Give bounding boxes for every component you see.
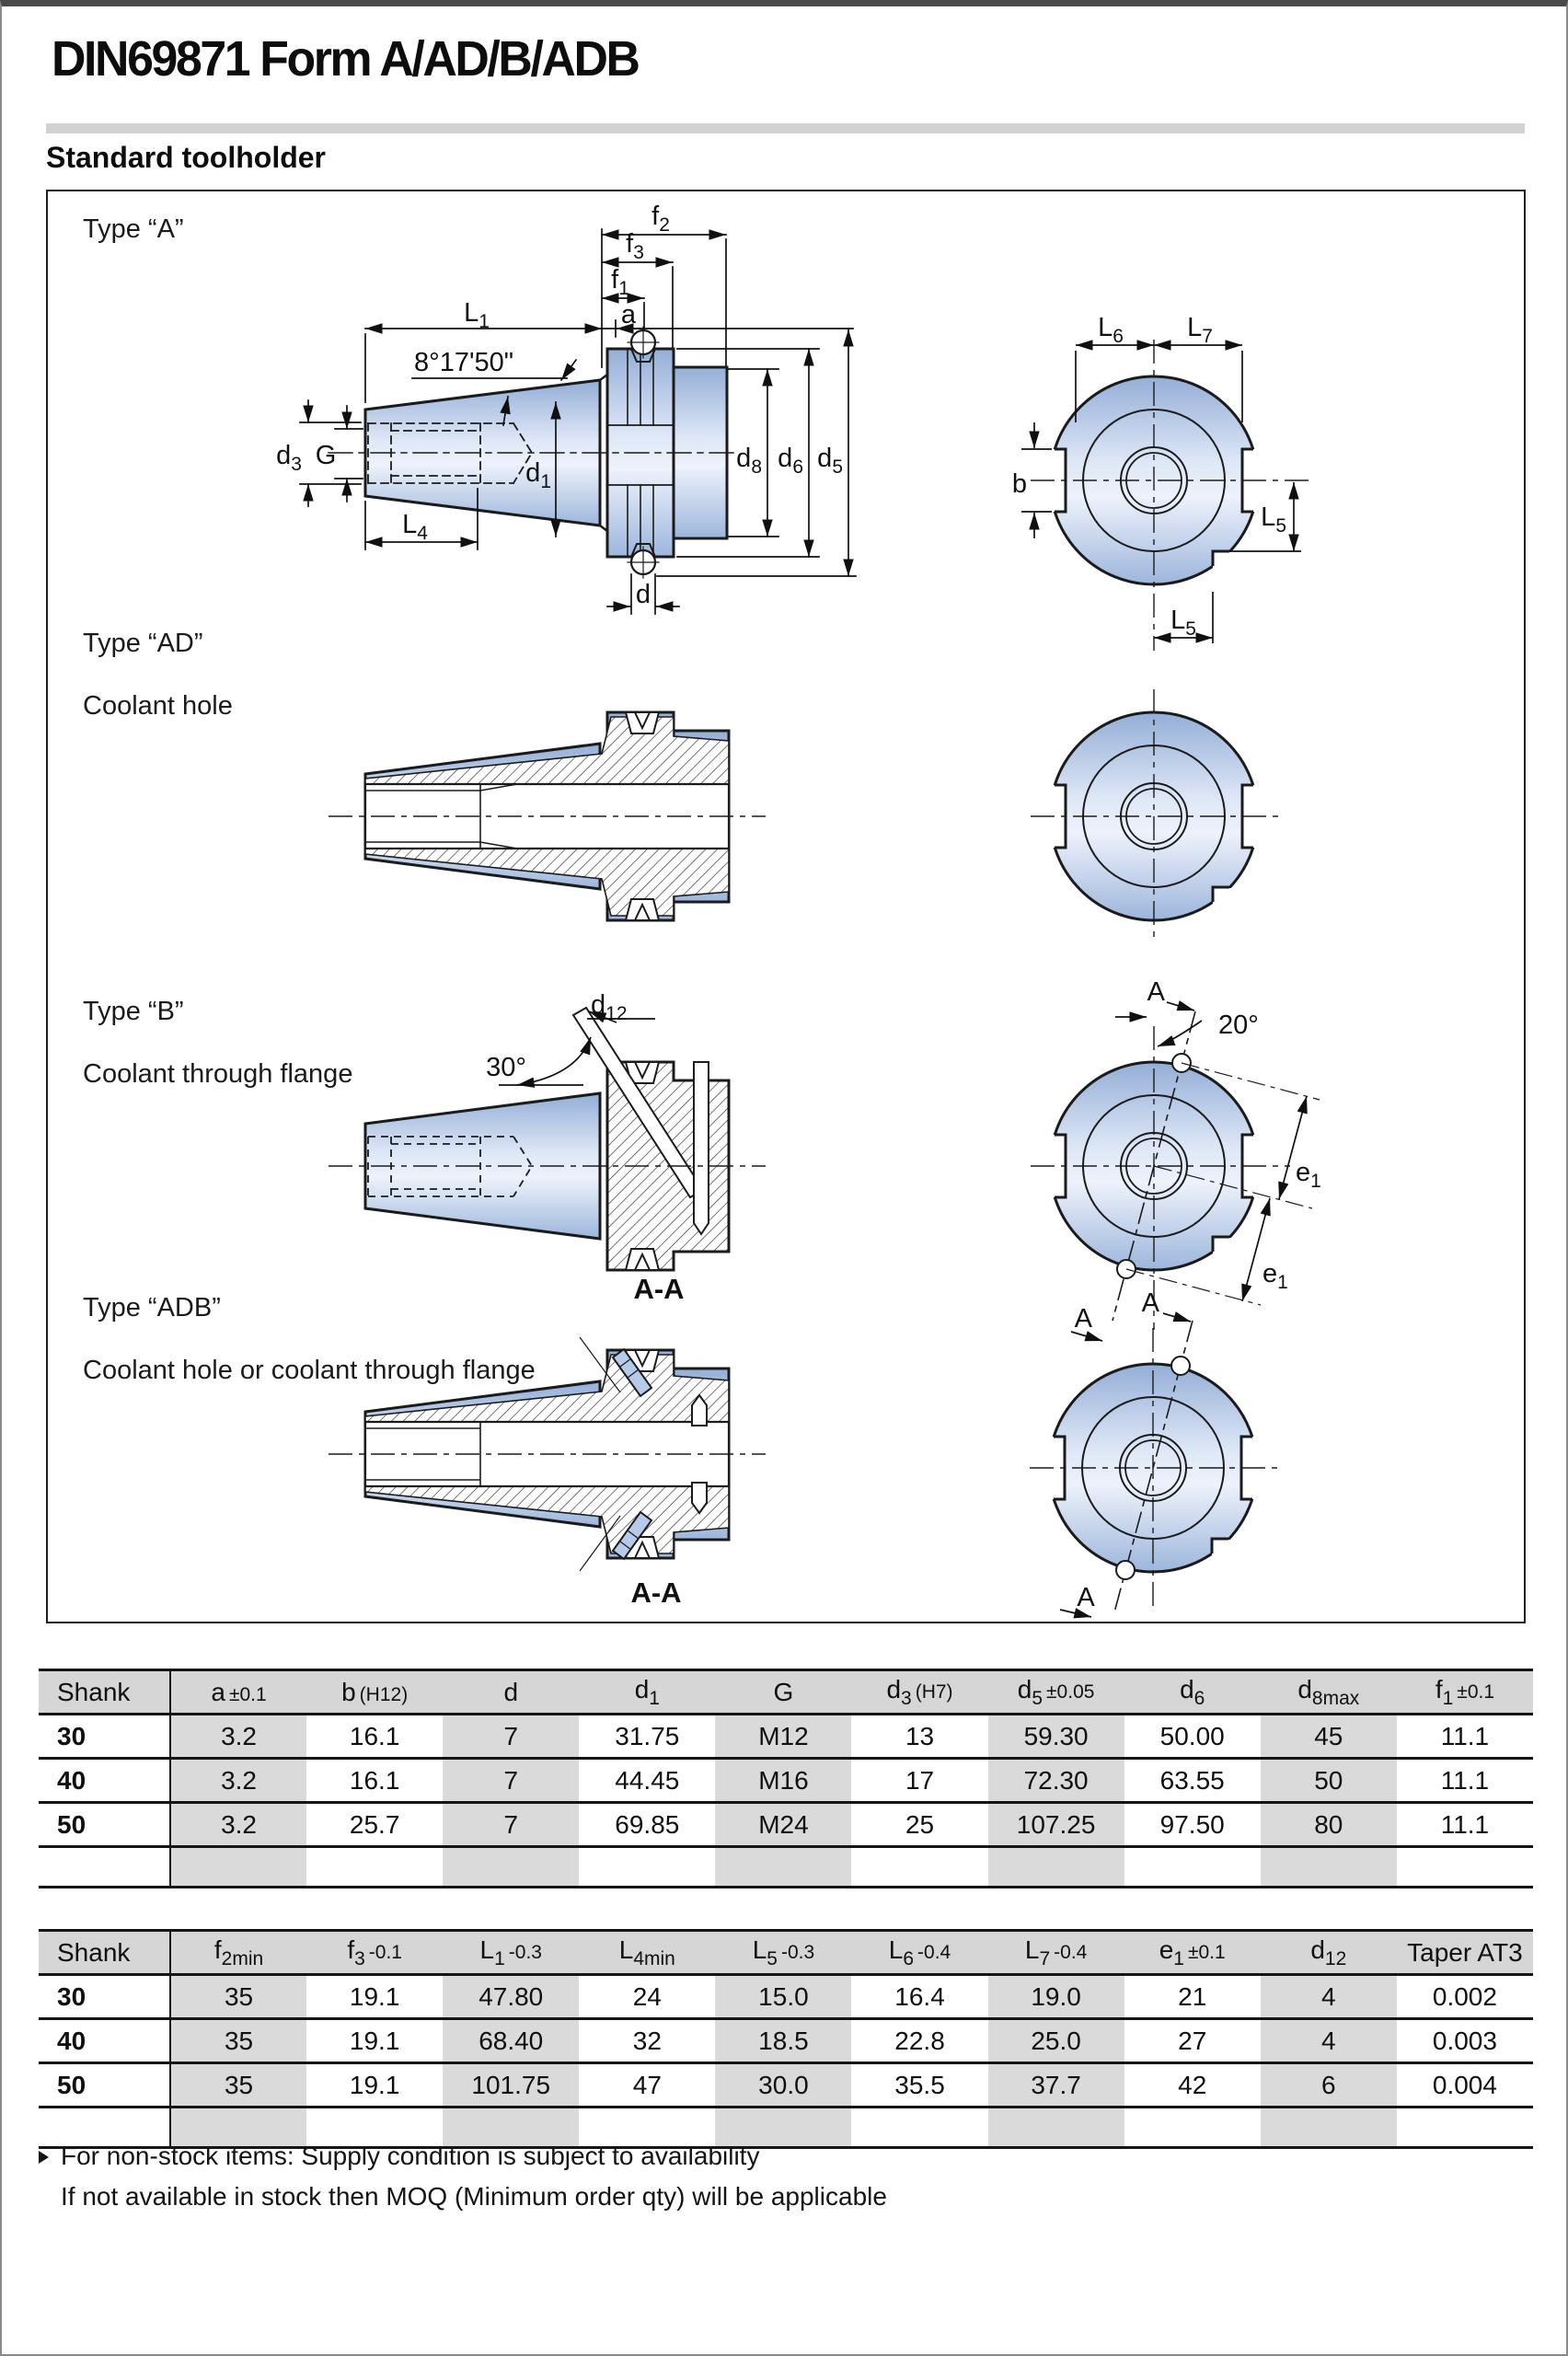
table-cell: 4 — [1261, 2019, 1397, 2063]
title-divider — [46, 123, 1525, 133]
empty-cell — [579, 1847, 715, 1888]
table-cell: 69.85 — [615, 1809, 680, 1839]
table-cell: 19.1 — [349, 2070, 400, 2099]
table-cell: 0.004 — [1432, 2070, 1497, 2099]
empty-cell — [1124, 1847, 1261, 1888]
column-header: $d_5 \pm 0.05$ — [988, 1670, 1124, 1715]
type-adb-side-view — [329, 1337, 766, 1609]
table-cell: 22.8 — [894, 2026, 945, 2055]
table-cell: 44.45 — [615, 1765, 680, 1795]
dim-label-d12: $d_{12}$ — [591, 990, 628, 1024]
note-line-1: For non-stock items: Supply condition is subject to availability — [61, 2142, 760, 2170]
table-cell: 11.1 — [1440, 1721, 1490, 1750]
table-row — [39, 1803, 1533, 1847]
column-header: $f_{2min}$ — [170, 1931, 306, 1975]
empty-cell — [851, 1847, 987, 1888]
column-header: a ±0.1 — [170, 1670, 306, 1715]
type-ad-sublabel: Coolant hole — [83, 691, 233, 721]
dim-label-d6: $d_6$ — [778, 444, 803, 478]
type-b-label: Type “B” — [83, 997, 184, 1026]
technical-drawing — [46, 190, 1526, 1623]
header-row — [39, 1931, 1533, 1975]
empty-cell — [1397, 1847, 1533, 1888]
type-ad-side-view — [329, 712, 766, 920]
empty-cell — [170, 1847, 306, 1888]
dim-label-f3: $f_3$ — [626, 229, 644, 263]
dim-label-l1: $L_1$ — [464, 298, 490, 332]
table-cell: 107.25 — [988, 1803, 1124, 1847]
table-cell: 7 — [443, 1803, 579, 1847]
dim-label-l5-right: $L_5$ — [1261, 502, 1286, 537]
table-cell: 68.40 — [443, 2019, 579, 2063]
empty-cell — [988, 2108, 1124, 2148]
section-arrow-a-bottom-adb: A — [1077, 1583, 1095, 1612]
table-cell: 11.1 — [1440, 1809, 1490, 1839]
empty-cell — [443, 1847, 579, 1888]
type-ad-label: Type “AD” — [83, 629, 203, 658]
dim-label-a: a — [620, 300, 637, 329]
table-cell: 4 — [1261, 1975, 1397, 2019]
column-header: Shank — [39, 1931, 170, 1975]
table-cell: 18.5 — [715, 2019, 851, 2063]
table-cell: 31.75 — [615, 1721, 680, 1750]
shank-cell: 30 — [39, 1975, 170, 2019]
table-cell: 63.55 — [1159, 1765, 1225, 1795]
shank-cell: 50 — [39, 2063, 170, 2108]
table-cell: M16 — [715, 1759, 851, 1803]
table-cell: 7 — [443, 1759, 579, 1803]
table-cell: 16.4 — [894, 1981, 945, 2011]
table-row — [39, 2063, 1533, 2108]
table-cell: 25.7 — [349, 1809, 400, 1839]
type-a-end-view — [1012, 313, 1313, 651]
table-cell: 0.002 — [1432, 1981, 1497, 2011]
table-cell: 19.0 — [988, 1975, 1124, 2019]
empty-cell — [851, 2108, 987, 2148]
table-cell: M24 — [715, 1803, 851, 1847]
table-cell: 19.1 — [349, 2026, 400, 2055]
shank-cell: 30 — [39, 1715, 170, 1759]
section-label-aa-b: A-A — [633, 1273, 685, 1305]
shank-cell: 40 — [39, 2019, 170, 2063]
table-cell: 47.80 — [443, 1975, 579, 2019]
table-cell: 6 — [1261, 2063, 1397, 2108]
dim-label-d: d — [635, 580, 651, 609]
table-cell: 3.2 — [170, 1759, 306, 1803]
empty-cell — [1261, 1847, 1397, 1888]
type-ad-end-view — [1031, 689, 1281, 943]
dim-label-b: b — [1011, 469, 1027, 499]
table-cell: 35 — [170, 1975, 306, 2019]
column-header: $L_1$ -0.3 — [443, 1931, 579, 1975]
table-cell: 101.75 — [443, 2063, 579, 2108]
table-cell: 47 — [632, 2070, 662, 2099]
table-cell: 59.30 — [988, 1715, 1124, 1759]
table-cell: 3.2 — [170, 1803, 306, 1847]
note-line-2: If not available in stock then MOQ (Minimum order qty) will be applicable — [61, 2182, 887, 2211]
empty-cell — [1397, 2108, 1533, 2148]
table-cell: 42 — [1178, 2070, 1207, 2099]
shank-cell: 40 — [39, 1759, 170, 1803]
type-a-side-view — [276, 202, 856, 614]
table-cell: 45 — [1261, 1715, 1397, 1759]
table-cell: 3.2 — [170, 1715, 306, 1759]
dim-label-d8: $d_8$ — [736, 444, 762, 478]
table-cell: 35.5 — [894, 2070, 945, 2099]
column-header: b (H12) — [306, 1670, 443, 1715]
type-b-sublabel: Coolant through flange — [83, 1059, 353, 1089]
table-cell: 30.0 — [715, 2063, 851, 2108]
section-label-aa-adb: A-A — [630, 1576, 682, 1609]
dimension-table-2 — [39, 1929, 1533, 2149]
column-header: $d_6$ — [1124, 1670, 1261, 1715]
column-header: $L_7$ -0.4 — [988, 1931, 1124, 1975]
table-row — [39, 1715, 1533, 1759]
table-cell: 97.50 — [1159, 1809, 1225, 1839]
header-row — [39, 1670, 1533, 1715]
table-cell: 25 — [905, 1809, 935, 1839]
table-cell: 37.7 — [988, 2063, 1124, 2108]
empty-cell — [306, 1847, 443, 1888]
table-cell: 27 — [1178, 2026, 1207, 2055]
table-cell: 21 — [1178, 1981, 1207, 2011]
empty-cell — [988, 1847, 1124, 1888]
page-title: DIN69871 Form A/AD/B/ADB — [52, 31, 639, 87]
table-cell: 50 — [1261, 1759, 1397, 1803]
dim-label-d5: $d_5$ — [817, 444, 843, 478]
dim-label-20deg: 20° — [1218, 1011, 1259, 1040]
dimension-table-1 — [39, 1669, 1533, 1888]
table-cell: 35 — [170, 2063, 306, 2108]
dim-label-d3: $d_3$ — [276, 441, 302, 475]
table-cell: 35 — [170, 2019, 306, 2063]
dim-label-l5-bottom: $L_5$ — [1170, 606, 1196, 640]
column-header: $d_{12}$ — [1261, 1931, 1397, 1975]
table-cell: 24 — [632, 1981, 662, 2011]
type-adb-sublabel: Coolant hole or coolant through flange — [83, 1356, 536, 1385]
dim-label-taper-angle: 8°17'50" — [414, 348, 514, 377]
table-cell: 0.003 — [1432, 2026, 1497, 2055]
dim-label-f2: $f_2$ — [651, 202, 670, 236]
column-header: $d_{8max}$ — [1261, 1670, 1397, 1715]
column-header: $d_1$ — [579, 1670, 715, 1715]
table-cell: 32 — [632, 2026, 662, 2055]
type-adb-end-view — [1030, 1288, 1281, 1617]
column-header: $d_3$ (H7) — [851, 1670, 987, 1715]
table-cell: 25.0 — [988, 2019, 1124, 2063]
table-cell: 15.0 — [715, 1975, 851, 2019]
column-header: Taper AT3 — [1397, 1931, 1533, 1975]
type-a-label: Type “A” — [83, 214, 184, 244]
dim-label-e1-upper: $e_1$ — [1296, 1158, 1321, 1192]
column-header: $e_1 \pm 0.1$ — [1124, 1931, 1261, 1975]
column-header: $L_{4min}$ — [579, 1931, 715, 1975]
empty-row — [39, 1847, 1533, 1888]
table-cell: M12 — [715, 1715, 851, 1759]
table-row — [39, 1759, 1533, 1803]
type-b-end-view — [1031, 977, 1321, 1341]
empty-cell — [1261, 2108, 1397, 2148]
table-cell: 16.1 — [349, 1765, 400, 1795]
column-header: $L_5$ -0.3 — [715, 1931, 851, 1975]
table-cell: 80 — [1261, 1803, 1397, 1847]
empty-cell — [715, 1847, 851, 1888]
dim-label-f1: $f_1$ — [611, 265, 629, 299]
column-header: $f_1 \pm 0.1$ — [1397, 1670, 1533, 1715]
empty-cell — [39, 1847, 170, 1888]
column-header: $L_6$ -0.4 — [851, 1931, 987, 1975]
type-adb-label: Type “ADB” — [83, 1293, 221, 1322]
dim-label-l6: $L_6$ — [1098, 313, 1124, 347]
column-header: Shank — [39, 1670, 170, 1715]
table-cell: 7 — [443, 1715, 579, 1759]
column-header: G — [715, 1670, 851, 1715]
dim-label-30deg: 30° — [486, 1053, 526, 1082]
column-header: d — [443, 1670, 579, 1715]
column-header: $f_3$ -0.1 — [306, 1931, 443, 1975]
table-cell: 50.00 — [1159, 1721, 1225, 1750]
table-cell: 16.1 — [349, 1721, 400, 1750]
page-subtitle: Standard toolholder — [46, 141, 326, 174]
table-cell: 19.1 — [349, 1981, 400, 2011]
shank-cell: 50 — [39, 1803, 170, 1847]
dim-label-l4: $L_4$ — [402, 510, 428, 544]
table-cell: 11.1 — [1440, 1765, 1490, 1795]
empty-cell — [1124, 2108, 1261, 2148]
section-arrow-a-top-adb: A — [1141, 1288, 1159, 1318]
table-row — [39, 2019, 1533, 2063]
section-arrow-a-top-b: A — [1147, 977, 1165, 1007]
dim-label-d1: $d_1$ — [525, 458, 551, 492]
table-cell: 72.30 — [988, 1759, 1124, 1803]
section-arrow-a-bottom-b: A — [1074, 1304, 1092, 1334]
table-row — [39, 1975, 1533, 2019]
note-bullet-icon — [39, 2151, 49, 2164]
table-cell: 13 — [905, 1721, 935, 1750]
table-cell: 17 — [905, 1765, 935, 1795]
dim-label-g: G — [315, 441, 337, 470]
dim-label-l7: $L_7$ — [1187, 313, 1213, 347]
type-b-side-view — [329, 990, 766, 1305]
dim-label-e1-lower: $e_1$ — [1262, 1259, 1288, 1293]
